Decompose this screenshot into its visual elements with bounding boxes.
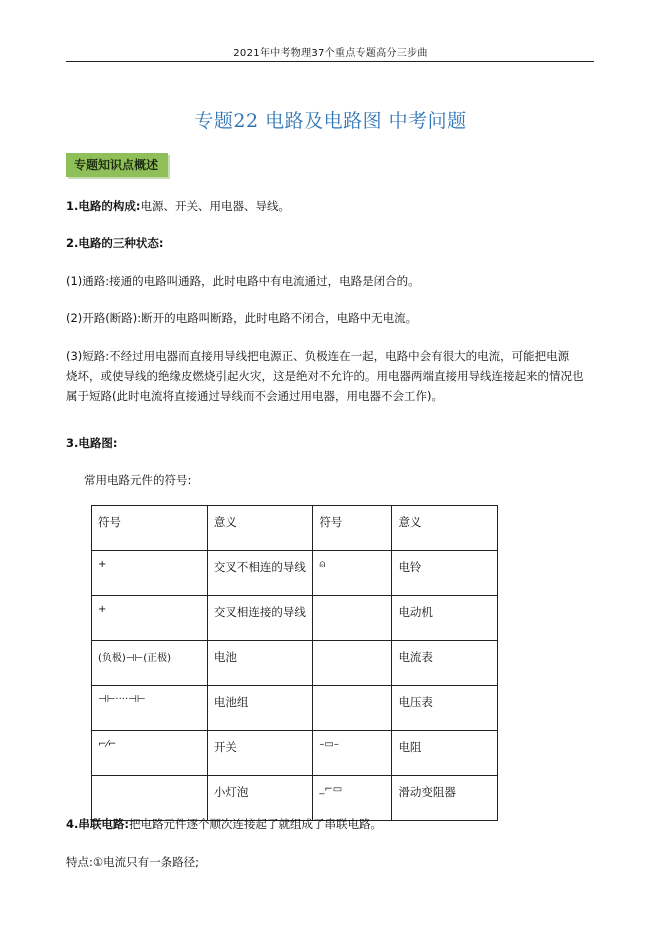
paragraph-2-2: (2)开路(断路):断开的电路叫断路，此时电路不闭合，电路中无电流。	[66, 311, 418, 325]
meaning-cell: 电铃	[392, 551, 498, 596]
p2-num: 2.	[66, 236, 79, 250]
symbol-cell: ⊣⊢····⊣⊢	[92, 686, 208, 731]
table-header: 符号	[313, 506, 392, 551]
meaning-cell: 开关	[207, 731, 313, 776]
meaning-cell: 电流表	[392, 641, 498, 686]
table-header: 意义	[392, 506, 498, 551]
paragraph-1	[66, 196, 594, 216]
table-row	[92, 686, 498, 731]
paragraph-4-feature: 特点:①电流只有一条路径;	[66, 855, 200, 869]
table-row	[92, 596, 498, 641]
symbol-cell	[313, 686, 392, 731]
symbol-cell	[313, 641, 392, 686]
table-row	[92, 551, 498, 596]
meaning-cell: 交叉不相连的导线	[207, 551, 313, 596]
table-header-row	[92, 506, 498, 551]
p3-num: 3.	[66, 436, 79, 450]
page-title: 专题22 电路及电路图 中考问题	[194, 110, 467, 132]
p3-term: 电路图:	[78, 436, 118, 450]
header-rule	[66, 61, 594, 62]
symbol-table	[91, 505, 498, 821]
meaning-cell: 电阻	[392, 731, 498, 776]
p2-3-line-a: (3)短路:不经过用电器而直接用导线把电源正、负极连在一起，电路中会有很大的电流，可能把电源	[66, 349, 570, 363]
table-row	[92, 731, 498, 776]
paragraph-2-3	[66, 346, 594, 406]
symbol-cell	[313, 596, 392, 641]
p1-num: 1.	[66, 199, 79, 213]
p4-term: 串联电路:	[78, 817, 129, 831]
meaning-cell: 电动机	[392, 596, 498, 641]
paragraph-2	[66, 233, 594, 253]
p2-3-line-c: 属于短路(此时电流将直接通过导线而不会通过用电器，用电器不会工作)。	[66, 389, 443, 403]
paragraph-3-intro: 常用电路元件的符号:	[84, 473, 192, 487]
p1-term: 电路的构成:	[78, 199, 141, 213]
p4-num: 4.	[66, 817, 79, 831]
symbol-cell: (负极)⊣⊢(正极)	[92, 641, 208, 686]
table-header: 意义	[207, 506, 313, 551]
paragraph-3	[66, 433, 594, 453]
p2-term: 电路的三种状态:	[78, 236, 164, 250]
meaning-cell: 交叉相连接的导线	[207, 596, 313, 641]
p2-3-line-b: 烧坏，或使导线的绝缘皮燃烧引起火灾，这是绝对不允许的。用电器两端直接用导线连接起来的情况也	[66, 369, 584, 383]
symbol-cell: _⌐▭	[313, 776, 392, 821]
symbol-cell: +	[92, 596, 208, 641]
symbol-cell: ⌐⁄⌐	[92, 731, 208, 776]
symbol-cell: ⍝	[313, 551, 392, 596]
meaning-cell: 电池	[207, 641, 313, 686]
meaning-cell: 小灯泡	[207, 776, 313, 821]
p4-text: 把电路元件逐个顺次连接起了就组成了串联电路。	[128, 817, 382, 831]
meaning-cell: 电池组	[207, 686, 313, 731]
meaning-cell: 滑动变阻器	[392, 776, 498, 821]
paragraph-4	[66, 814, 594, 834]
p1-text: 电源、开关、用电器、导线。	[140, 199, 290, 213]
symbol-cell: –▭–	[313, 731, 392, 776]
table-row	[92, 641, 498, 686]
symbol-cell: +	[92, 551, 208, 596]
paragraph-2-1: (1)通路:接通的电路叫通路，此时电路中有电流通过，电路是闭合的。	[66, 274, 420, 288]
meaning-cell: 电压表	[392, 686, 498, 731]
section-badge: 专题知识点概述	[66, 153, 168, 177]
page-header: 2021年中考物理37个重点专题高分三步曲	[233, 48, 428, 59]
table-header: 符号	[92, 506, 208, 551]
